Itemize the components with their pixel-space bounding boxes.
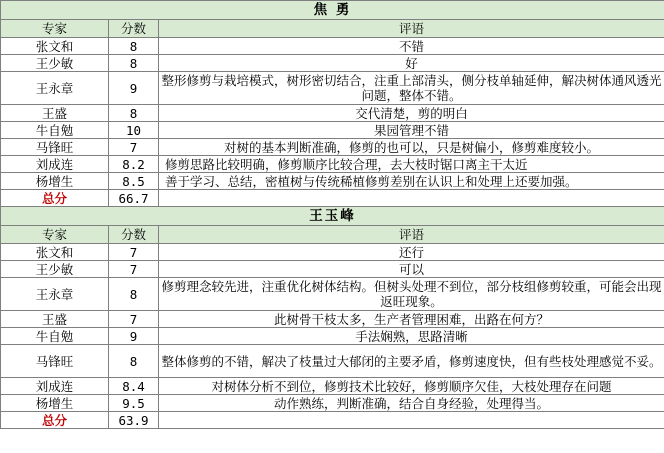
score-value: 7 bbox=[109, 261, 159, 278]
score-value: 8.2 bbox=[109, 156, 159, 173]
comment-text: 手法娴熟，思路清晰 bbox=[159, 328, 664, 345]
expert-name: 刘成连 bbox=[1, 156, 109, 173]
score-value: 7 bbox=[109, 244, 159, 261]
comment-text: 修剪理念较先进，注重优化树体结构。但树头处理不到位，部分枝组修剪较重，可能会出现返旺现象。 bbox=[159, 278, 664, 311]
score-value: 9 bbox=[109, 72, 159, 105]
table-row bbox=[1, 156, 664, 173]
table-row bbox=[1, 395, 664, 412]
header-expert: 专家 bbox=[1, 226, 109, 244]
comment-text: 好 bbox=[159, 55, 664, 72]
comment-text: 交代清楚，剪的明白 bbox=[159, 105, 664, 122]
comment-text: 善于学习、总结，密植树与传统稀植修剪差别在认识上和处理上还要加强。 bbox=[159, 173, 664, 190]
section-title: 王玉峰 bbox=[1, 207, 664, 226]
expert-name: 牛自勉 bbox=[1, 328, 109, 345]
header-comment: 评语 bbox=[159, 226, 664, 244]
expert-name: 王盛 bbox=[1, 311, 109, 328]
comment-text: 对树体分析不到位，修剪技术比较好，修剪顺序欠佳，大枝处理存在问题 bbox=[159, 378, 664, 395]
total-comment-empty bbox=[159, 412, 664, 429]
comment-text: 不错 bbox=[159, 38, 664, 55]
header-comment: 评语 bbox=[159, 20, 664, 38]
comment-text: 整形修剪与栽培模式，树形密切结合，注重上部清头，侧分枝单轴延伸，解决树体通风透光问题，整体不错。 bbox=[159, 72, 664, 105]
total-score: 66.7 bbox=[109, 190, 159, 207]
table-row bbox=[1, 261, 664, 278]
score-value: 8 bbox=[109, 55, 159, 72]
comment-text: 修剪思路比较明确，修剪顺序比较合理，去大枝时锯口离主干太近 bbox=[159, 156, 664, 173]
table-row bbox=[1, 378, 664, 395]
total-score: 63.9 bbox=[109, 412, 159, 429]
header-expert: 专家 bbox=[1, 20, 109, 38]
score-value: 8.5 bbox=[109, 173, 159, 190]
score-value: 8 bbox=[109, 38, 159, 55]
comment-text: 对树的基本判断准确，修剪的也可以，只是树偏小，修剪难度较小。 bbox=[159, 139, 664, 156]
score-value: 7 bbox=[109, 139, 159, 156]
score-value: 8 bbox=[109, 278, 159, 311]
table-row bbox=[1, 122, 664, 139]
section-banner bbox=[1, 1, 664, 20]
table-row bbox=[1, 139, 664, 156]
score-value: 9.5 bbox=[109, 395, 159, 412]
total-row bbox=[1, 412, 664, 429]
table-row bbox=[1, 345, 664, 378]
total-row bbox=[1, 190, 664, 207]
table-row bbox=[1, 311, 664, 328]
comment-text: 动作熟练，判断准确，结合自身经验，处理得当。 bbox=[159, 395, 664, 412]
score-value: 10 bbox=[109, 122, 159, 139]
total-comment-empty bbox=[159, 190, 664, 207]
expert-name: 张文和 bbox=[1, 38, 109, 55]
expert-name: 王少敏 bbox=[1, 55, 109, 72]
header-score: 分数 bbox=[109, 226, 159, 244]
expert-name: 马锋旺 bbox=[1, 139, 109, 156]
table-row bbox=[1, 328, 664, 345]
expert-name: 杨增生 bbox=[1, 395, 109, 412]
expert-name: 牛自勉 bbox=[1, 122, 109, 139]
expert-name: 张文和 bbox=[1, 244, 109, 261]
expert-name: 刘成连 bbox=[1, 378, 109, 395]
total-label: 总分 bbox=[1, 412, 109, 429]
table-row bbox=[1, 72, 664, 105]
expert-name: 王少敏 bbox=[1, 261, 109, 278]
header-row bbox=[1, 226, 664, 244]
header-score: 分数 bbox=[109, 20, 159, 38]
table-row bbox=[1, 244, 664, 261]
comment-text: 整体修剪的不错，解决了枝量过大郁闭的主要矛盾，修剪速度快，但有些枝处理感觉不妥。 bbox=[159, 345, 664, 378]
comment-text: 果园管理不错 bbox=[159, 122, 664, 139]
header-row bbox=[1, 20, 664, 38]
comment-text: 还行 bbox=[159, 244, 664, 261]
score-value: 7 bbox=[109, 311, 159, 328]
table-row bbox=[1, 278, 664, 311]
total-label: 总分 bbox=[1, 190, 109, 207]
comment-text: 可以 bbox=[159, 261, 664, 278]
table-row bbox=[1, 173, 664, 190]
table-row bbox=[1, 38, 664, 55]
score-value: 8 bbox=[109, 105, 159, 122]
expert-name: 王永章 bbox=[1, 72, 109, 105]
score-value: 8.4 bbox=[109, 378, 159, 395]
score-value: 9 bbox=[109, 328, 159, 345]
comment-text: 此树骨干枝太多，生产者管理困难，出路在何方？ bbox=[159, 311, 664, 328]
expert-name: 王盛 bbox=[1, 105, 109, 122]
expert-name: 王永章 bbox=[1, 278, 109, 311]
table-row bbox=[1, 105, 664, 122]
expert-name: 马锋旺 bbox=[1, 345, 109, 378]
section-banner bbox=[1, 207, 664, 226]
expert-name: 杨增生 bbox=[1, 173, 109, 190]
table-row bbox=[1, 55, 664, 72]
section-title: 焦 勇 bbox=[1, 1, 664, 20]
score-value: 8 bbox=[109, 345, 159, 378]
